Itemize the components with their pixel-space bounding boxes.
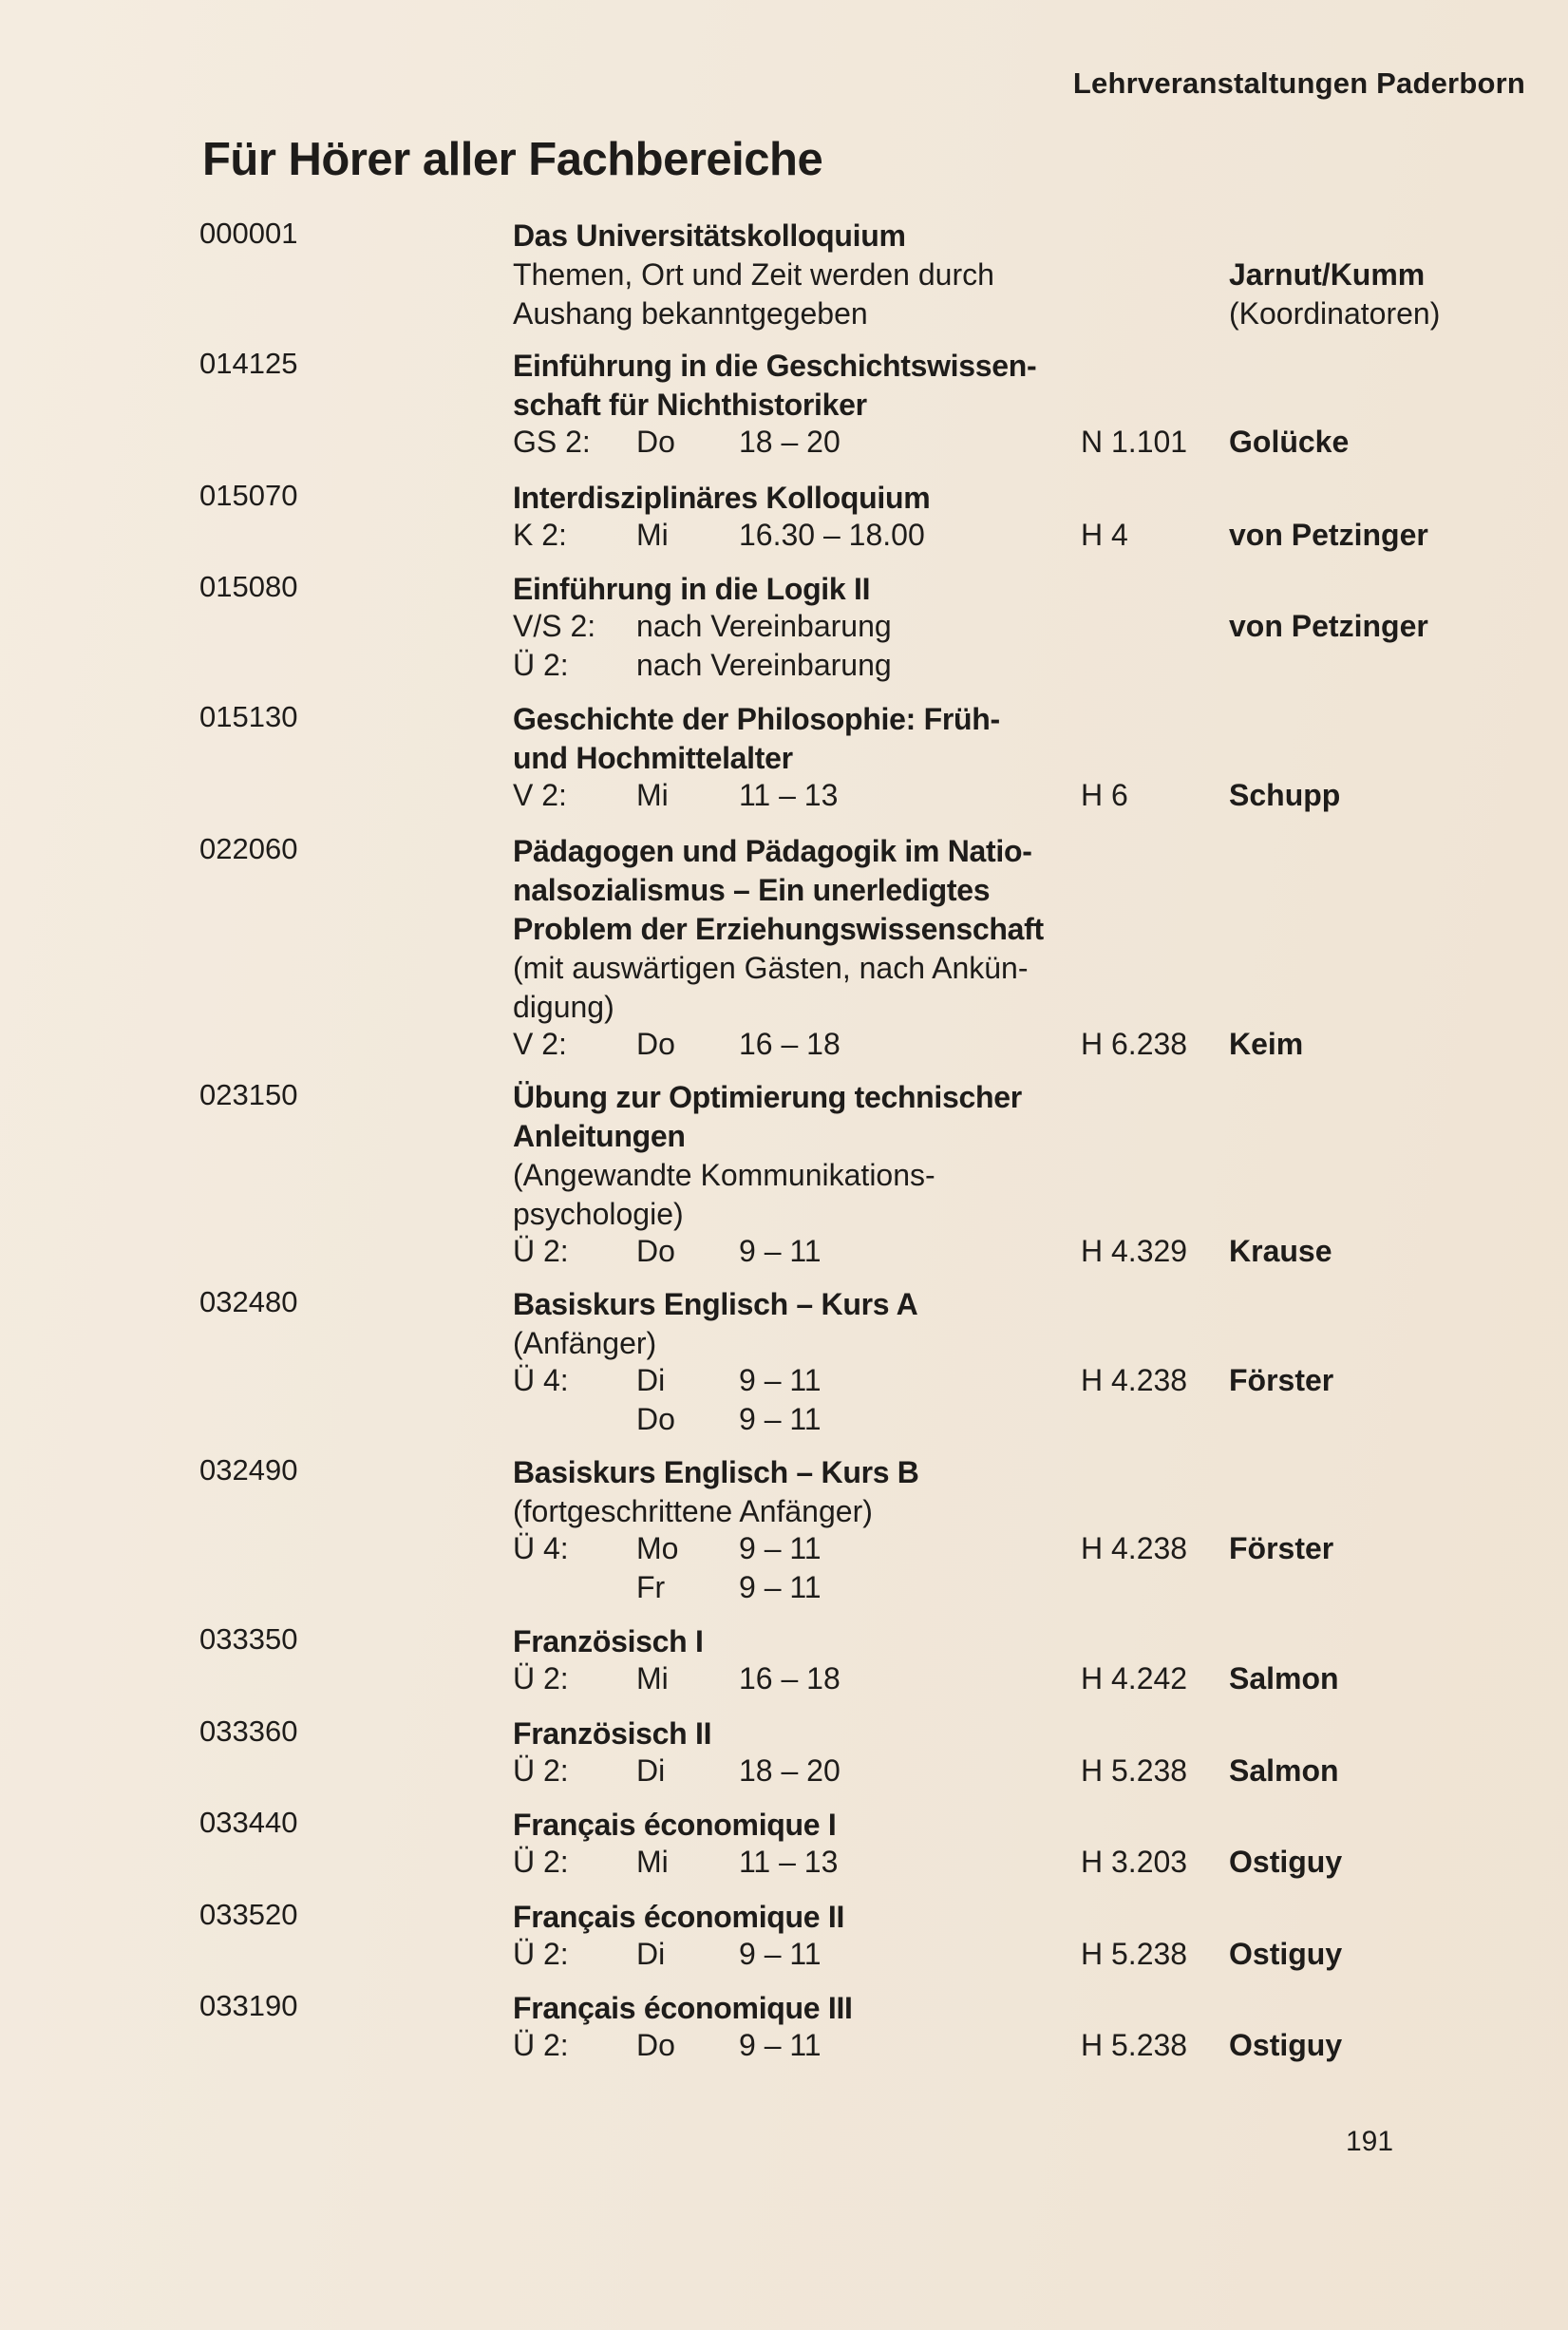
course-time: 18 – 20 xyxy=(739,425,841,459)
course-day: Mi xyxy=(636,1845,669,1879)
course-day: Mi xyxy=(636,518,669,552)
course-lecturer-note: (Koordinatoren) xyxy=(1229,296,1441,331)
course-room: H 4 xyxy=(1081,518,1128,552)
course-note: (mit auswärtigen Gästen, nach Ankün-digung) xyxy=(513,951,1029,1024)
course-type: Ü 2: xyxy=(513,648,569,682)
section-title: Für Hörer aller Fachbereiche xyxy=(202,134,823,185)
course-code: 014125 xyxy=(199,347,298,380)
course-type: Ü 2: xyxy=(513,1845,569,1879)
course-time: 9 – 11 xyxy=(739,1531,822,1565)
course-day: nach Vereinbarung xyxy=(636,648,892,682)
course-type: Ü 2: xyxy=(513,2028,569,2062)
course-day: nach Vereinbarung xyxy=(636,609,892,643)
course-title: Basiskurs Englisch – Kurs B xyxy=(513,1455,919,1489)
course-code: 015130 xyxy=(199,700,298,733)
course-time: 16 – 18 xyxy=(739,1661,841,1695)
course-type: Ü 4: xyxy=(513,1531,569,1565)
course-type: Ü 4: xyxy=(513,1363,569,1397)
course-room: H 5.238 xyxy=(1081,1937,1188,1971)
course-type: Ü 2: xyxy=(513,1661,569,1695)
course-day: Di xyxy=(636,1363,666,1397)
course-code: 022060 xyxy=(199,832,298,865)
course-time: 11 – 13 xyxy=(739,1845,839,1879)
course-room: H 3.203 xyxy=(1081,1845,1188,1879)
course-code: 000001 xyxy=(199,217,298,250)
course-title: Basiskurs Englisch – Kurs A xyxy=(513,1287,918,1321)
course-day: Di xyxy=(636,1753,666,1788)
course-time: 18 – 20 xyxy=(739,1753,841,1788)
course-note: (Anfänger) xyxy=(513,1326,657,1360)
course-lecturer: Ostiguy xyxy=(1229,1845,1343,1879)
course-room: H 4.329 xyxy=(1081,1234,1188,1268)
course-lecturer: Krause xyxy=(1229,1234,1332,1268)
course-lecturer: von Petzinger xyxy=(1229,609,1428,643)
course-day: Mo xyxy=(636,1531,679,1565)
course-time: 9 – 11 xyxy=(739,1402,822,1436)
course-lecturer: Salmon xyxy=(1229,1753,1339,1788)
course-lecturer: von Petzinger xyxy=(1229,518,1428,552)
course-time: 9 – 11 xyxy=(739,1234,822,1268)
course-note: Themen, Ort und Zeit werden durch Aushang bekanntgegeben xyxy=(513,257,994,331)
course-day: Di xyxy=(636,1937,666,1971)
course-title: Français économique III xyxy=(513,1991,853,2025)
course-code: 015080 xyxy=(199,570,298,603)
course-room: N 1.101 xyxy=(1081,425,1188,459)
course-time: 9 – 11 xyxy=(739,1363,822,1397)
course-code: 023150 xyxy=(199,1078,298,1111)
course-code: 015070 xyxy=(199,479,298,512)
course-title: Pädagogen und Pädagogik im Natio-nalsozialismus – Ein unerledigtes Problem der Erziehungswissenschaft xyxy=(513,834,1044,946)
course-title: Französisch II xyxy=(513,1716,712,1751)
course-lecturer: Golücke xyxy=(1229,425,1350,459)
course-type: V 2: xyxy=(513,1027,567,1061)
course-day: Do xyxy=(636,1234,675,1268)
course-code: 033350 xyxy=(199,1622,298,1656)
course-title: Französisch I xyxy=(513,1624,704,1658)
course-time: 11 – 13 xyxy=(739,778,839,812)
course-lecturer: Ostiguy xyxy=(1229,2028,1343,2062)
course-note: (fortgeschrittene Anfänger) xyxy=(513,1494,873,1528)
course-code: 033190 xyxy=(199,1989,298,2022)
running-head: Lehrveranstaltungen Paderborn xyxy=(1072,66,1525,100)
course-title: Interdisziplinäres Kolloquium xyxy=(513,481,931,515)
course-code: 033360 xyxy=(199,1714,298,1748)
course-room: H 6.238 xyxy=(1081,1027,1188,1061)
course-room: H 4.238 xyxy=(1081,1531,1188,1565)
course-room: H 4.238 xyxy=(1081,1363,1188,1397)
course-lecturer: Jarnut/Kumm xyxy=(1229,257,1426,292)
course-lecturer: Förster xyxy=(1229,1531,1334,1565)
course-type: V/S 2: xyxy=(513,609,596,643)
course-type: GS 2: xyxy=(513,425,591,459)
course-note: (Angewandte Kommunikations-psychologie) xyxy=(513,1158,935,1231)
course-type: K 2: xyxy=(513,518,567,552)
course-code: 032480 xyxy=(199,1285,298,1318)
course-title: Einführung in die Geschichtswissen-schaft für Nichthistoriker xyxy=(513,349,1037,422)
course-type: Ü 2: xyxy=(513,1937,569,1971)
course-time: 9 – 11 xyxy=(739,1937,822,1971)
course-code: 033520 xyxy=(199,1898,298,1931)
course-day: Do xyxy=(636,1402,675,1436)
course-lecturer: Ostiguy xyxy=(1229,1937,1343,1971)
course-type: V 2: xyxy=(513,778,567,812)
course-title: Geschichte der Philosophie: Früh- und Hochmittelalter xyxy=(513,702,1000,775)
course-lecturer: Schupp xyxy=(1229,778,1341,812)
course-title: Français économique I xyxy=(513,1808,837,1842)
course-title: Einführung in die Logik II xyxy=(513,572,871,606)
course-lecturer: Förster xyxy=(1229,1363,1334,1397)
course-title: Übung zur Optimierung technischer Anleitungen xyxy=(513,1080,1022,1153)
course-day: Do xyxy=(636,1027,675,1061)
course-day: Mi xyxy=(636,778,669,812)
course-room: H 5.238 xyxy=(1081,2028,1188,2062)
page-number: 191 xyxy=(1346,2126,1394,2157)
course-code: 032490 xyxy=(199,1453,298,1487)
course-lecturer: Salmon xyxy=(1229,1661,1339,1695)
course-day: Fr xyxy=(636,1570,666,1604)
course-title: Das Universitätskolloquium xyxy=(513,218,906,253)
course-day: Mi xyxy=(636,1661,669,1695)
course-day: Do xyxy=(636,2028,675,2062)
course-title: Français économique II xyxy=(513,1900,845,1934)
course-lecturer: Keim xyxy=(1229,1027,1304,1061)
course-time: 9 – 11 xyxy=(739,1570,822,1604)
course-type: Ü 2: xyxy=(513,1234,569,1268)
course-time: 9 – 11 xyxy=(739,2028,822,2062)
course-room: H 6 xyxy=(1081,778,1128,812)
course-time: 16 – 18 xyxy=(739,1027,841,1061)
course-room: H 5.238 xyxy=(1081,1753,1188,1788)
course-code: 033440 xyxy=(199,1806,298,1839)
course-type: Ü 2: xyxy=(513,1753,569,1788)
course-day: Do xyxy=(636,425,675,459)
course-room: H 4.242 xyxy=(1081,1661,1188,1695)
course-time: 16.30 – 18.00 xyxy=(739,518,925,552)
